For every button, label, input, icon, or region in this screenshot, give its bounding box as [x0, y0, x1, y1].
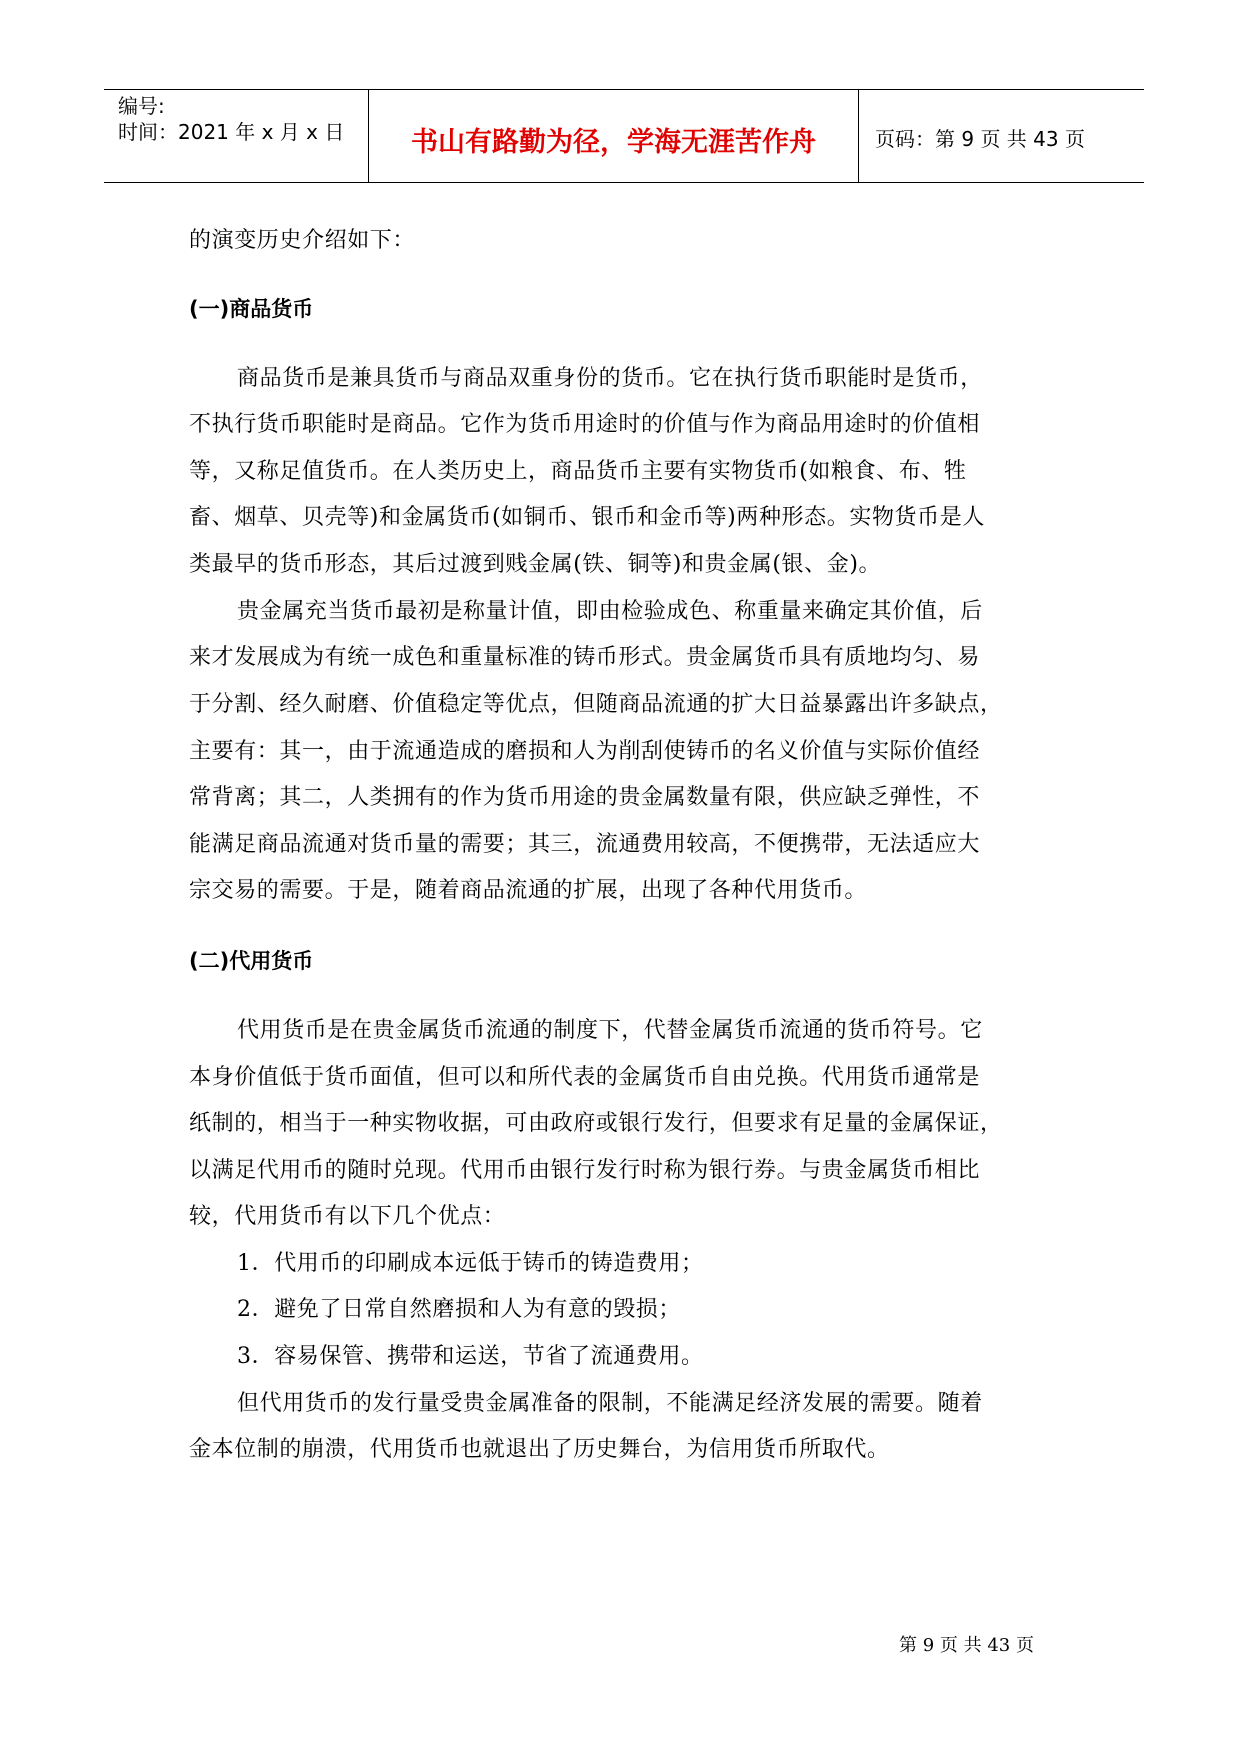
- paragraph-line: 宗交易的需要。于是，随着商品流通的扩展，出现了各种代用货币。: [189, 878, 868, 903]
- section-heading-representative-money: (二)代用货币: [189, 949, 314, 973]
- paragraph-line: 以满足代用币的随时兑现。代用币由银行发行时称为银行券。与贵金属货币相比: [189, 1158, 981, 1183]
- document-time-label: 时间：2021 年 x 月 x 日: [118, 120, 345, 144]
- paragraph-line: 畜、烟草、贝壳等)和金属货币(如铜币、银币和金币等)两种形态。实物货币是人: [189, 505, 985, 530]
- paragraph-line: 来才发展成为有统一成色和重量标准的铸币形式。贵金属货币具有质地均匀、易: [189, 645, 981, 670]
- paragraph-line: 于分割、经久耐磨、价值稳定等优点，但随商品流通的扩大日益暴露出许多缺点，: [189, 692, 1003, 717]
- header-motto: 书山有路勤为径，学海无涯苦作舟: [411, 127, 816, 158]
- header-page-cell: [859, 90, 1144, 182]
- header-meta-cell: [104, 90, 369, 182]
- paragraph-line: 纸制的，相当于一种实物收据，可由政府或银行发行，但要求有足量的金属保证，: [189, 1111, 1003, 1136]
- list-item: 3．容易保管、携带和运送，节省了流通费用。: [237, 1344, 704, 1369]
- paragraph-line: 金本位制的崩溃，代用货币也就退出了历史舞台，为信用货币所取代。: [189, 1437, 890, 1462]
- page-header: [104, 89, 1144, 183]
- header-motto-cell: [369, 90, 859, 182]
- list-item: 2．避免了日常自然磨损和人为有意的毁损；: [237, 1297, 681, 1322]
- intro-line: 的演变历史介绍如下：: [189, 228, 416, 253]
- section-heading-commodity-money: (一)商品货币: [189, 297, 314, 321]
- list-item: 1．代用币的印刷成本远低于铸币的铸造费用；: [237, 1251, 704, 1276]
- paragraph-line: 代用货币是在贵金属货币流通的制度下，代替金属货币流通的货币符号。它: [237, 1018, 983, 1043]
- paragraph-line: 商品货币是兼具货币与商品双重身份的货币。它在执行货币职能时是货币，: [237, 366, 983, 391]
- paragraph-line: 主要有：其一，由于流通造成的磨损和人为削刮使铸币的名义价值与实际价值经: [189, 739, 981, 764]
- document-number-label: 编号:: [118, 94, 165, 118]
- paragraph-line: 能满足商品流通对货币量的需要；其三，流通费用较高，不便携带，无法适应大: [189, 832, 981, 857]
- paragraph-line: 不执行货币职能时是商品。它作为货币用途时的价值与作为商品用途时的价值相: [189, 412, 981, 437]
- paragraph-line: 类最早的货币形态，其后过渡到贱金属(铁、铜等)和贵金属(银、金)。: [189, 552, 882, 577]
- paragraph-line: 较，代用货币有以下几个优点：: [189, 1204, 506, 1229]
- paragraph-line: 等，又称足值货币。在人类历史上，商品货币主要有实物货币(如粮食、布、牲: [189, 459, 967, 484]
- page-footer-number: 第 9 页 共 43 页: [899, 1635, 1034, 1656]
- paragraph-line: 本身价值低于货币面值，但可以和所代表的金属货币自由兑换。代用货币通常是: [189, 1065, 981, 1090]
- paragraph-line: 常背离；其二，人类拥有的作为货币用途的贵金属数量有限，供应缺乏弹性，不: [189, 785, 981, 810]
- header-page-code: 页码：第 9 页 共 43 页: [875, 127, 1085, 151]
- paragraph-line: 贵金属充当货币最初是称量计值，即由检验成色、称重量来确定其价值，后: [237, 599, 983, 624]
- paragraph-line: 但代用货币的发行量受贵金属准备的限制，不能满足经济发展的需要。随着: [237, 1391, 983, 1416]
